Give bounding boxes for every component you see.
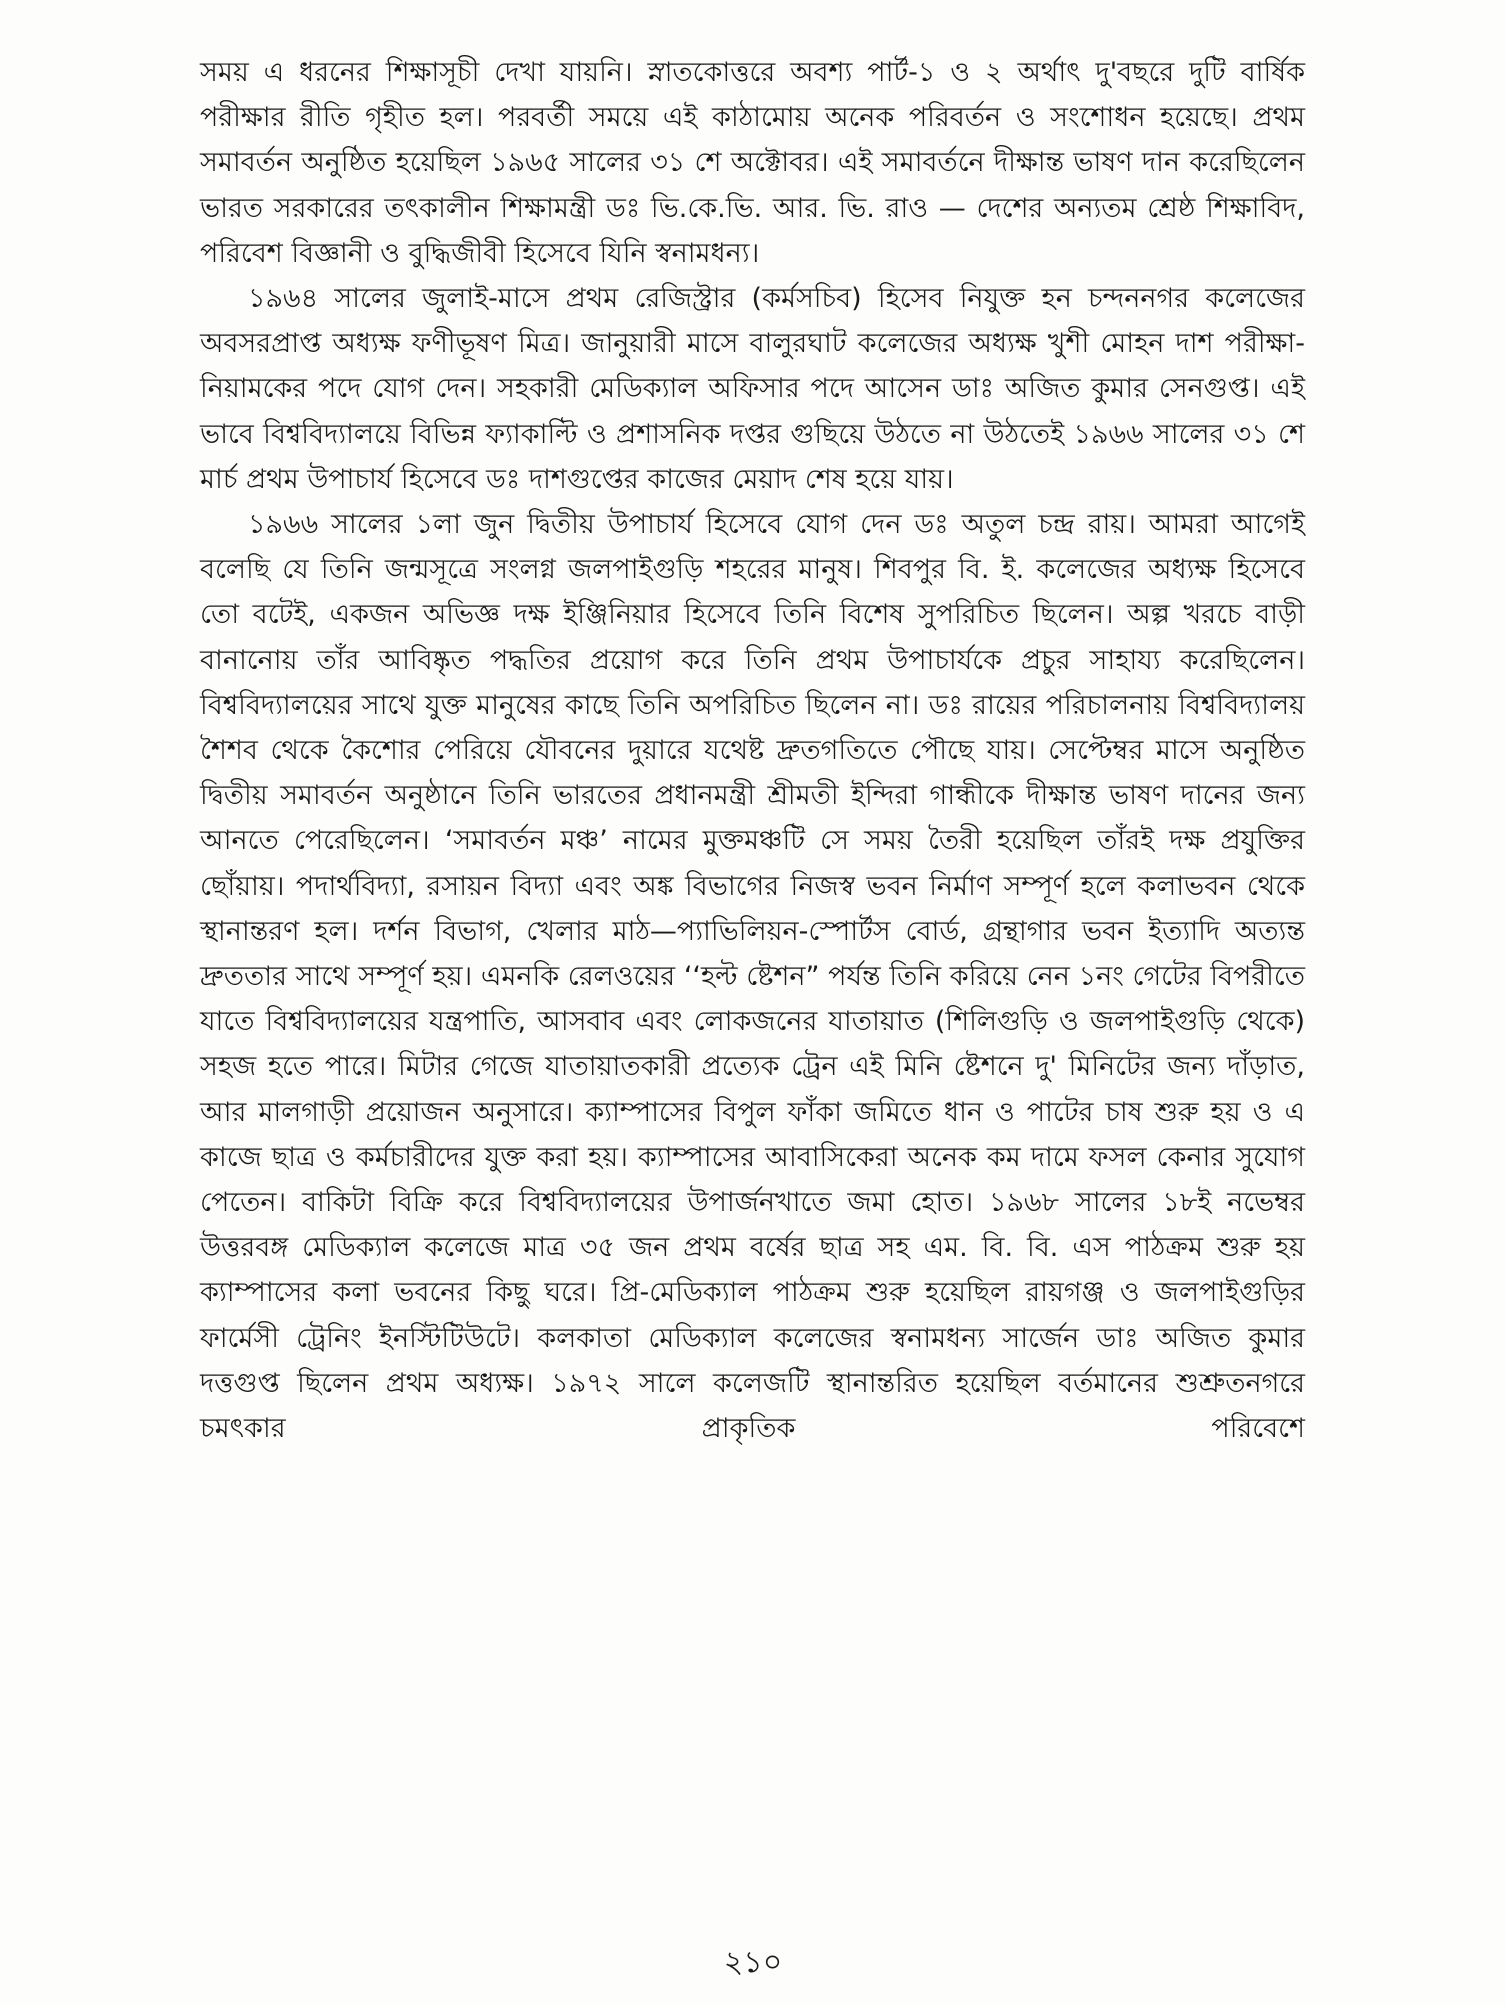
paragraph-second-vice-chancellor: ১৯৬৬ সালের ১লা জুন দ্বিতীয় উপাচার্য হিসেবে যোগ দেন ডঃ অতুল চন্দ্র রায়। আমরা আগেই বলেছি যে তিনি জন্মসূত্রে সংলগ্ন জলপাইগুড়ি শহরের মানুষ। শিবপুর বি. ই. কলেজের অধ্যক্ষ হিসেবে তো বটেই, একজন অভিজ্ঞ দক্ষ ইঞ্জিনিয়ার হিসেবে তিনি বিশেষ সুপরিচিত ছিলেন। অল্প খরচে বাড়ী বানানোয় তাঁর আবিষ্কৃত পদ্ধতির প্রয়োগ করে তিনি প্রথম উপাচার্যকে প্রচুর সাহায্য করেছিলেন। বিশ্ববিদ্যালয়ের সাথে যুক্ত মানুষের কাছে তিনি অপরিচিত ছিলেন না। ডঃ রায়ের পরিচালনায় বিশ্ববিদ্যালয় শৈশব থেকে কৈশোর পেরিয়ে যৌবনের দুয়ারে যথেষ্ট দ্রুতগতিতে পৌছে যায়। সেপ্টেম্বর মাসে অনুষ্ঠিত দ্বিতীয় সমাবর্তন অনুষ্ঠানে তিনি ভারতের প্রধানমন্ত্রী শ্রীমতী ইন্দিরা গান্ধীকে দীক্ষান্ত ভাষণ দানের জন্য আনতে পেরেছিলেন। ‘সমাবর্তন মঞ্চ’ নামের মুক্তমঞ্চটি সে সময় তৈরী হয়েছিল তাঁরই দক্ষ প্রযুক্তির ছোঁয়ায়। পদার্থবিদ্যা, রসায়ন বিদ্যা এবং অঙ্ক বিভাগের নিজস্ব ভবন নির্মাণ সম্পূর্ণ হলে কলাভবন থেকে স্থানান্তরণ হল। দর্শন বিভাগ, খেলার মাঠ—প্যাভিলিয়ন-স্পোর্টস বোর্ড, গ্রন্থাগার ভবন ইত্যাদি অত্যন্ত দ্রুততার সাথে সম্পূর্ণ হয়। এমনকি রেলওয়ের ‘‘হল্ট ষ্টেশন” পর্যন্ত তিনি করিয়ে নেন ১নং গেটের বিপরীতে যাতে বিশ্ববিদ্যালয়ের যন্ত্রপাতি, আসবাব এবং লোকজনের যাতায়াত (শিলিগুড়ি ও জলপাইগুড়ি থেকে) সহজ হতে পারে। মিটার গেজে যাতায়াতকারী প্রত্যেক ট্রেন এই মিনি ষ্টেশনে দু' মিনিটের জন্য দাঁড়াত, আর মালগাড়ী প্রয়োজন অনুসারে। ক্যাম্পাসের বিপুল ফাঁকা জমিতে ধান ও পাটের চাষ শুরু হয় ও এ কাজে ছাত্র ও কর্মচারীদের যুক্ত করা হয়। ক্যাম্পাসের আবাসিকেরা অনেক কম দামে ফসল কেনার সুযোগ পেতেন। বাকিটা বিক্রি করে বিশ্ববিদ্যালয়ের উপার্জনখাতে জমা হোত। ১৯৬৮ সালের ১৮ই নভেম্বর উত্তরবঙ্গ মেডিক্যাল কলেজে মাত্র ৩৫ জন প্রথম বর্ষের ছাত্র সহ এম. বি. বি. এস পাঠক্রম শুরু হয় ক্যাম্পাসের কলা ভবনের কিছু ঘরে। প্রি-মেডিক্যাল পাঠক্রম শুরু হয়েছিল রায়গঞ্জ ও জলপাইগুড়ির ফার্মেসী ট্রেনিং ইনস্টিটিউটে। কলকাতা মেডিক্যাল কলেজের স্বনামধন্য সার্জেন ডাঃ অজিত কুমার দত্তগুপ্ত ছিলেন প্রথম অধ্যক্ষ। ১৯৭২ সালে কলেজটি স্থানান্তরিত হয়েছিল বর্তমানের শুশ্রুতনগরে চমৎকার প্রাকৃতিক পরিবেশে xyxy=(200,509,1305,1445)
paragraph-convocation: সময় এ ধরনের শিক্ষাসূচী দেখা যায়নি। স্নাতকোত্তরে অবশ্য পার্ট-১ ও ২ অর্থাৎ দু'বছরে দুটি বার্ষিক পরীক্ষার রীতি গৃহীত হল। পরবর্তী সময়ে এই কাঠামোয় অনেক পরিবর্তন ও সংশোধন হয়েছে। প্রথম সমাবর্তন অনুষ্ঠিত হয়েছিল ১৯৬৫ সালের ৩১ শে অক্টোবর। এই সমাবর্তনে দীক্ষান্ত ভাষণ দান করেছিলেন ভারত সরকারের তৎকালীন শিক্ষামন্ত্রী ডঃ ভি.কে.ভি. আর. ভি. রাও — দেশের অন্যতম শ্রেষ্ঠ শিক্ষাবিদ, পরিবেশ বিজ্ঞানী ও বুদ্ধিজীবী হিসেবে যিনি স্বনামধন্য। xyxy=(200,57,1305,269)
body-text xyxy=(200,50,1305,1451)
page-number: ২১০ xyxy=(723,1945,783,1980)
paragraph-registrar: ১৯৬৪ সালের জুলাই-মাসে প্রথম রেজিস্ট্রার (কর্মসচিব) হিসেব নিযুক্ত হন চন্দননগর কলেজের অবসরপ্রাপ্ত অধ্যক্ষ ফণীভূষণ মিত্র। জানুয়ারী মাসে বালুরঘাট কলেজের অধ্যক্ষ খুশী মোহন দাশ পরীক্ষা-নিয়ামকের পদে যোগ দেন। সহকারী মেডিক্যাল অফিসার পদে আসেন ডাঃ অজিত কুমার সেনগুপ্ত। এই ভাবে বিশ্ববিদ্যালয়ে বিভিন্ন ফ্যাকাল্টি ও প্রশাসনিক দপ্তর গুছিয়ে উঠতে না উঠতেই ১৯৬৬ সালের ৩১ শে মার্চ প্রথম উপাচার্য হিসেবে ডঃ দাশগুপ্তের কাজের মেয়াদ শেষ হয়ে যায়। xyxy=(200,283,1305,495)
